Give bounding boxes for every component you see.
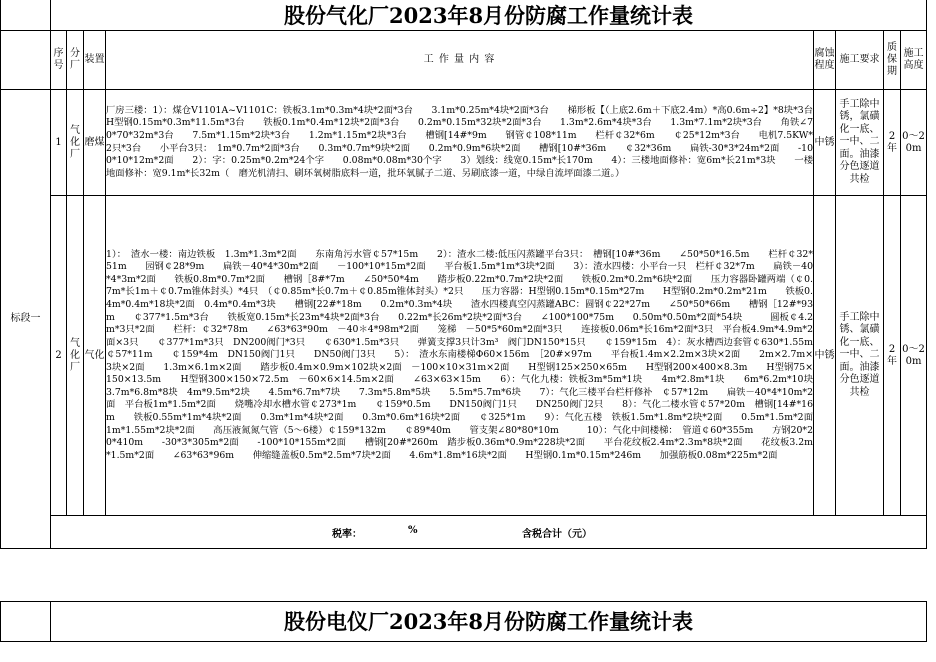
footer-cell — [51, 516, 927, 549]
footer-row — [1, 516, 927, 549]
col-header-height: 施工高度 — [901, 31, 927, 90]
row-height: 0～20m — [901, 196, 927, 516]
table-row — [1, 90, 927, 196]
col-header-seq: 序号 — [51, 31, 67, 90]
corner-cell — [1, 602, 51, 642]
row-requirement: 手工除中锈、氯磺化一底、一中、二面。油漆分色逐道共检 — [836, 196, 884, 516]
row-seq: 1 — [51, 90, 67, 196]
table-title: 股份电仪厂2023年8月份防腐工作量统计表 — [51, 602, 927, 642]
table-row — [1, 196, 927, 516]
tax-rate-label: 税率： — [332, 529, 362, 540]
row-device: 磨煤 — [84, 90, 106, 196]
col-header-device: 装置 — [84, 31, 106, 90]
section-header-cell — [1, 31, 51, 90]
row-corrosion: 中锈 — [814, 196, 836, 516]
total-label: 含税合计（元） — [522, 529, 592, 540]
row-branch: 气化厂 — [67, 196, 84, 516]
anticorrosion-table-electrical — [0, 601, 927, 642]
row-corrosion: 中锈 — [814, 90, 836, 196]
col-header-content: 工 作 量 内 容 — [106, 31, 814, 90]
tax-rate-percent: % — [408, 525, 418, 536]
row-content: 1）： 渣水一楼：南边铁板 1.3m*1.3m*2面 东南角污水管￠57*15m 2）：渣水二楼:低压闪蒸罐平台3只： 槽钢[10#*36m ∠50*50*16.5m 栏杆￠32*51m 园钢￠28*9m 扁铁－40*4*30m*2面 －100*10*15m*2面 平台板1.5m*1m*3块*2面 3）：渣水四楼：小平台一只 栏杆￠32*7m 扁铁－40*4*3m*2面 铁板0.8m*0.7m*2面 槽钢［8#*7m ∠50*50*4m 踏步板0.22m*0.7m*2块*2面 铁板0.2m*0.2m*6块*2面 压力容器卧罐两端（￠0.7m*长1m＋￠0.7m锥体封头）*4只 （￠0.85m*长0.7m＋￠0.85m锥体封头）*2只 压力容器：H型钢0.15m*0.15m*27m H型钢0.2m*0.2m*21m 铁板0.4m*0.4m*18块*2面 0.4m*0.4m*3块 槽钢[22#*18m 0.2m*0.3m*4块 渣水四楼真空闪蒸罐ABC：圆钢￠22*27m ∠50*50*66m 槽钢［12#*93m ￠377*1.5m*3台 铁板宽0.15m*长23m*4块*2面*3台 0.22m*长26m*2块*2面*3台 ∠100*100*75m 0.50m*0.50m*2面*54块 圆板￠4.2m*3只*2面 栏杆：￠32*78m ∠63*63*90m －40＊4*98m*2面 笼梯 －50*5*60m*2面*3只 连接板0.06m*长16m*2面*3只 平台板4.9m*4.9m*2面×3只 ￠377*1m*3只 DN200阀门*3只 ￠630*1.5m*3只 弹簧支撑3只计3m³ 阀门DN150*15只 ￠159*15m 4）：灰水槽西边套管￠630*1.55m ￠57*11m ￠159*4m DN150阀门1只 DN50阀门3只 5）： 渣水东南楼梯Φ60×156m ［20#×97m 平台板1.4m×2.2m×3块×2面 2m×2.7m×3块×2面 1.3m×6.1m×2面 踏步板0.4m×0.9m×102块×2面 －100×10×31m×2面 H型钢125×250×65m H型钢200×400×8.3m H型钢75×150×13.5m H型钢300×150×72.5m －60×6×14.5m×2面 ∠63×63×15m 6）：气化九楼：铁板3m*5m*1块 4m*2.8m*1块 6m*6.2m*10块 3.7m*6.8m*8块 4m*9.5m*2块 4.5m*6.7m*7块 7.3m*5.8m*5块 5.5m*5.7m*6块 7）：气化三楼平台栏杆修补 ￠57*12m 扁铁－40*4*10m*2面 平台板1m*1.5m*2面 烧嘴冷却水槽水管￠273*1m ￠159*0.5m DN150阀门1只 DN250阀门2只 8）：气化二楼水管￠57*20m 槽钢[14#*16m 铁板0.55m*1m*4块*2面 0.3m*1m*4块*2面 0.3m*0.6m*16块*2面 ￠325*1m 9）：气化五楼 铁板1.5m*1.8m*2块*2面 0.5m*1.5m*2面 1m*1.55m*2块*2面 高压液氮氮气管（5～6楼）￠159*132m ￠89*40m 管支架∠80*80*10m 10）：气化中间楼梯： 管道￠60*355m 方钢20*20*410m -30*3*305m*2面 -100*10*155m*2面 槽钢[20#*260m 踏步板0.36m*0.9m*228块*2面 平台花纹板2.4m*2.3m*8块*2面 花纹板3.2m*1.5m*2面 ∠63*63*96m 伸缩缝盖板0.5m*2.5m*7块*2面 4.6m*1.8m*16块*2面 H型钢0.1m*0.15m*246m 加强筋板0.08m*225m*2面 — [106, 196, 814, 516]
row-device: 气化 — [84, 196, 106, 516]
row-height: 0～20m — [901, 90, 927, 196]
col-header-corrosion: 腐蚀程度 — [814, 31, 836, 90]
row-warranty: 2年 — [884, 90, 901, 196]
row-requirement: 手工除中锈，氯磺化一底、一中、二面。油漆分色逐道共检 — [836, 90, 884, 196]
col-header-branch: 分厂 — [67, 31, 84, 90]
row-seq: 2 — [51, 196, 67, 516]
row-warranty: 2年 — [884, 196, 901, 516]
col-header-warranty: 质保期 — [884, 31, 901, 90]
corner-cell — [1, 0, 51, 31]
table-title: 股份气化厂2023年8月份防腐工作量统计表 — [51, 0, 927, 31]
section-label: 标段一 — [1, 90, 51, 549]
row-content: 厂房三楼：1）：煤仓V1101A~V1101C：铁板3.1m*0.3m*4块*2面*3台 3.1m*0.25m*4块*2面*3台 梯形板【（上底2.6m＋下底2.4m）*高0.6m÷2】*8块*3台 H型钢0.15m*0.3m*11.5m*3台 铁板0.1m*0.4m*12块*2面*3台 0.2m*0.15m*32块*2面*3台 1.3m*2.6m*4块*3台 1.3m*7.1m*2块*3台 角铁∠70*70*32m*3台 7.5m*1.15m*2块*3台 1.2m*1.15m*2块*3台 槽钢[14#*9m 钢管￠108*11m 栏杆￠32*6m ￠25*12m*3台 电机7.5KW*2只*3台 小平台3只： 1m*0.7m*2面*3台 0.3m*0.7m*9块*2面 0.2m*0.9m*6块*2面 槽钢[10#*36m ￠32*36m 扁铁-30*3*24m*2面 -100*10*12m*2面 2）：字：0.25m*0.2m*24个字 0.08m*0.08m*30个字 3）划线：线宽0.15m*长170m 4）：三楼地面修补：宽6m*长21m*3块 一楼地面修补：宽9.1m*长32m（ 磨光机清扫、刷环氧树脂底料一道，批环氧腻子二道、另刷底漆一道，中绿自流坪面漆二道。） — [106, 90, 814, 196]
col-header-requirement: 施工要求 — [836, 31, 884, 90]
row-branch: 气化厂 — [67, 90, 84, 196]
